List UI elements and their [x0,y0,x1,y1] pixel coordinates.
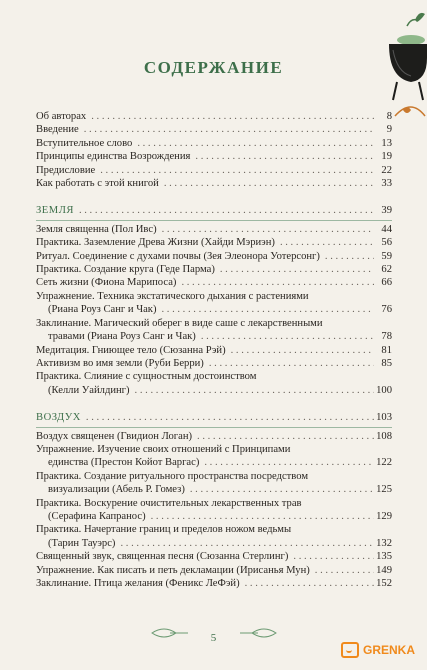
toc-entry-title: Введение [36,124,79,136]
page-number: 59 [381,250,392,262]
toc-entry [36,344,392,357]
toc-entry [36,223,392,236]
toc-entry [36,123,392,136]
section-divider [36,427,392,428]
toc-entry-title: Ритуал. Соединение с духами почвы (Зея Элеонора Уотерсонг) [36,250,320,262]
toc-entry [36,370,392,397]
toc-entry [36,470,392,497]
toc-entry [36,250,392,263]
page-number: 78 [381,331,392,343]
page-number: 152 [376,578,392,589]
page-number: 66 [381,277,392,289]
toc-entry [36,443,392,470]
toc-entry-title: Заклинание. Магический оберег в виде саше с лекарственными [36,317,323,329]
toc-entry-title: Практика. Слияние с сущностным достоинством [36,371,257,383]
toc-entry [36,290,392,317]
toc-entry-subtitle: (Келли Уайлдинг) [48,384,130,396]
page-number: 85 [381,357,392,369]
toc-entry [36,263,392,276]
toc-entry-text [36,290,374,317]
toc-entry [36,317,392,344]
toc-entry-title: Предисловие [36,164,96,176]
page-number: 149 [376,564,392,576]
page-number: 129 [376,510,392,522]
page-number: 135 [376,551,392,563]
toc-entry-title: Вступительное слово [36,137,133,149]
brand-logo [341,642,415,658]
page-number: 33 [381,178,392,190]
section-heading: ВОЗДУХ [36,412,81,424]
table-of-contents [36,110,392,590]
page-number: 19 [381,151,392,163]
toc-entry-text [36,317,374,344]
toc-entry [36,164,392,177]
toc-entry [36,550,392,563]
toc-entry [36,150,392,163]
page-number: 108 [376,430,392,442]
toc-entry-title: Практика. Начертание границ и пределов ножом ведьмы [36,524,292,536]
shop-icon [341,642,359,658]
page-number: 22 [381,164,392,176]
page-number: 103 [376,412,392,424]
toc-entry-title: Об авторах [36,111,87,122]
toc-entry-title: Упражнение. Изучение своих отношений с Принципами [36,443,291,455]
page-number: 122 [376,457,392,469]
toc-entry-subtitle: (Серафина Капранос) [48,510,146,522]
toc-entry-title: Земля священна (Пол Ивс) [36,223,157,235]
toc-entry-title: Практика. Создание ритуального пространства посредством [36,470,309,482]
section-air [36,411,392,424]
page-number: 8 [386,111,392,122]
toc-entry [36,430,392,443]
toc-entry [36,110,392,123]
toc-entry [36,577,392,590]
page-number: 13 [381,137,392,149]
toc-entry-subtitle: единства (Престон Койот Варгас) [48,457,200,469]
toc-entry-text [36,523,374,550]
toc-entry-text [36,370,374,397]
toc-entry-text [36,497,374,524]
toc-entry-title: Упражнение. Как писать и петь декламации (Ирисанья Мун) [36,564,310,576]
toc-entry [36,523,392,550]
toc-entry-title: Заклинание. Птица желания (Феникс ЛеФэй) [36,578,240,589]
page-number: 100 [376,384,392,396]
toc-entry [36,236,392,249]
page-number: 56 [381,237,392,249]
toc-entry-subtitle: (Тарин Тауэрс) [48,537,116,549]
toc-entry-title: Священный звук, священная песня (Сюзанна Стерлинг) [36,551,289,563]
leaf-ornament-right [238,624,278,642]
toc-entry-title: Воздух священен (Гвидион Логан) [36,430,193,442]
page-number: 81 [381,344,392,356]
toc-entry [36,137,392,150]
page-number: 132 [376,537,392,549]
intro-list [36,110,392,190]
toc-entry-title: Принципы единства Возрождения [36,151,191,163]
toc-entry-title: Упражнение. Техника экстатического дыхания с растениями [36,290,309,302]
toc-entry-title: Практика. Создание круга (Геде Парма) [36,264,215,276]
page-number: 76 [381,304,392,316]
page-number: 9 [386,124,392,136]
section-heading: ЗЕМЛЯ [36,205,74,217]
section-earth [36,204,392,217]
toc-entry [36,177,392,190]
toc-entry-subtitle: визуализации (Абель Р. Гомез) [48,484,185,496]
toc-entry-title: Медитация. Гниющее тело (Сюзанна Рэй) [36,344,226,356]
page-number: 62 [381,264,392,276]
page-number: 44 [381,223,392,235]
toc-entry-title: Как работать с этой книгой [36,178,159,190]
air-list [36,430,392,591]
toc-entry-title: Активизм во имя земли (Руби Берри) [36,357,204,369]
toc-entry-title: Практика. Воскурение очистительных лекарственных трав [36,497,302,509]
earth-list [36,223,392,397]
toc-entry-text [36,470,374,497]
section-divider [36,220,392,221]
brand-name: GRENKA [362,643,415,657]
page-number-footer: 5 [210,632,217,644]
page-title: СОДЕРЖАНИЕ [143,58,284,77]
page-number: 125 [376,484,392,496]
page-number: 39 [381,205,392,217]
toc-entry-subtitle: (Риана Роуз Санг и Чак) [48,304,157,316]
toc-entry-title: Сеть жизни (Фиона Марипоса) [36,277,177,289]
toc-entry [36,357,392,370]
toc-entry-text [36,443,374,470]
toc-entry [36,564,392,577]
toc-entry [36,497,392,524]
toc-entry-subtitle: травами (Риана Роуз Санг и Чак) [48,331,196,343]
toc-entry-title: Практика. Заземление Древа Жизни (Хайди Мэриэн) [36,237,275,249]
toc-entry [36,276,392,289]
